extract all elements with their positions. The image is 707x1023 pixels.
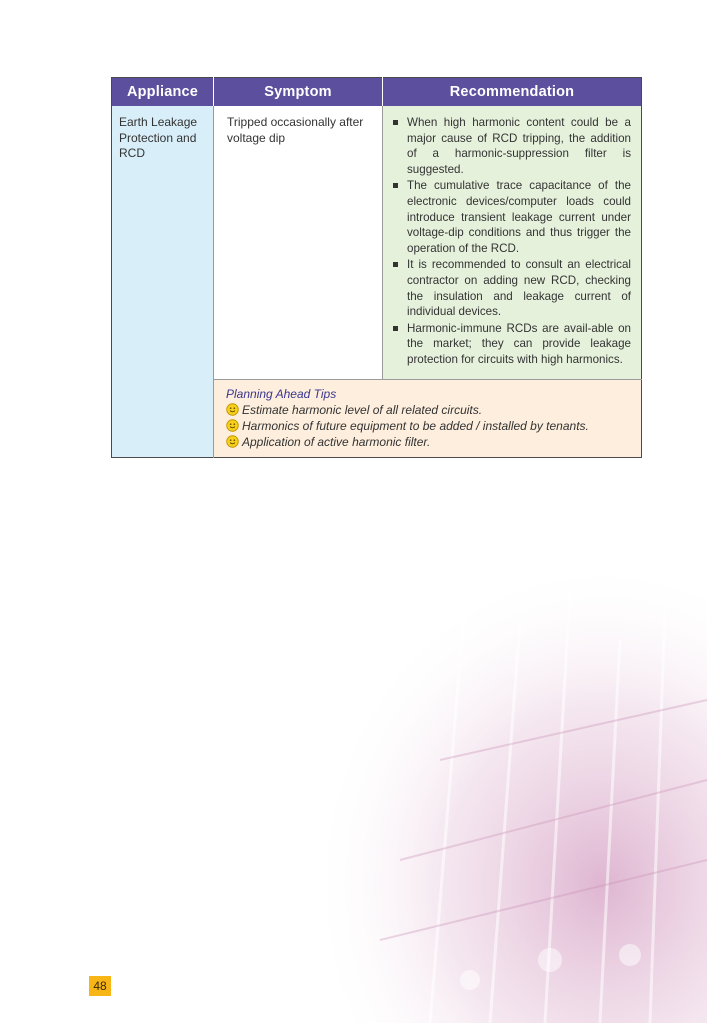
bullet-icon	[393, 262, 398, 267]
list-item: It is recommended to consult an electrical contractor on adding new RCD, checking the insulation and leakage current of individual devices.	[391, 257, 631, 319]
appliance-cell: Earth Leakage Protection and RCD	[112, 106, 214, 457]
symptom-cell: Tripped occasionally after voltage dip	[214, 106, 383, 379]
recommendation-table	[111, 77, 642, 458]
recommendation-list	[391, 115, 631, 368]
table-header-row	[112, 78, 642, 107]
tip-item: Application of active harmonic filter.	[226, 434, 635, 450]
smiley-icon	[226, 403, 239, 416]
background-decoration	[290, 560, 707, 1023]
header-appliance: Appliance	[112, 78, 214, 107]
tip-item: Harmonics of future equipment to be added / installed by tenants.	[226, 418, 635, 434]
tips-title: Planning Ahead Tips	[226, 386, 337, 401]
list-item: When high harmonic content could be a major cause of RCD tripping, the addition of a harmonic-suppression filter is suggested.	[391, 115, 631, 177]
page-number: 48	[89, 976, 111, 996]
tip-item: Estimate harmonic level of all related circuits.	[226, 402, 635, 418]
smiley-icon	[226, 419, 239, 432]
list-item: The cumulative trace capacitance of the electronic devices/computer loads could introduce transient leakage current under voltage-dip conditions and thus trigger the operation of the RCD.	[391, 178, 631, 256]
list-item: Harmonic-immune RCDs are avail-able on the market; they can provide leakage protection for circuits with high harmonics.	[391, 321, 631, 368]
table-row	[112, 106, 642, 379]
header-symptom: Symptom	[214, 78, 383, 107]
bullet-icon	[393, 183, 398, 188]
bullet-icon	[393, 326, 398, 331]
smiley-icon	[226, 435, 239, 448]
planning-tips-cell	[214, 379, 642, 457]
header-recommendation: Recommendation	[383, 78, 642, 107]
bullet-icon	[393, 120, 398, 125]
recommendation-cell	[383, 106, 642, 379]
